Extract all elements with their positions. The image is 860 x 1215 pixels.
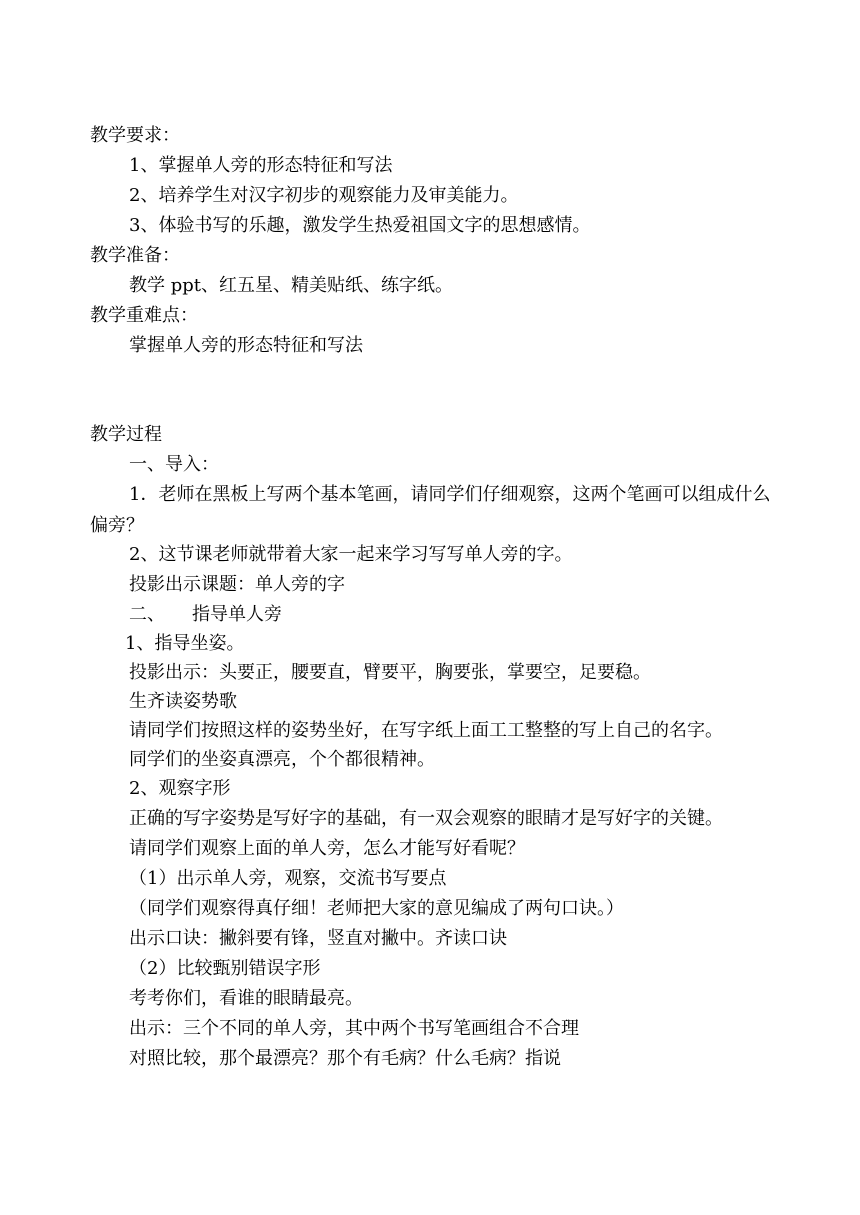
process-line: 投影出示：头要正，腰要直，臂要平，胸要张，掌要空，足要稳。 [129,662,651,683]
process-line: 对照比较，那个最漂亮？那个有毛病？什么毛病？指说 [129,1048,561,1069]
process-line: 出示口诀：撇斜要有锋，竖直对撇中。齐读口诀 [129,928,507,949]
process-line: （同学们观察得真仔细！老师把大家的意见编成了两句口诀。） [129,898,624,919]
preparation-heading: 教学准备： [90,245,180,266]
process-line: 正确的写字姿势是写好字的基础，有一双会观察的眼睛才是写好字的关键。 [129,808,723,829]
process-line: 请同学们观察上面的单人旁，怎么才能写好看呢？ [129,838,525,859]
part1-paragraph-2: 2、这节课老师就带着大家一起来学习写写单人旁的字。 [129,544,573,565]
part1-paragraph-3: 投影出示课题：单人旁的字 [129,574,345,595]
part1-title: 一、导入： [129,454,219,475]
process-line: （2）比较甄别错误字形 [129,958,321,979]
process-line: 请同学们按照这样的姿势坐好，在写字纸上面工工整整的写上自己的名字。 [129,720,723,741]
key-points-heading: 教学重难点： [90,305,198,326]
process-line: 出示：三个不同的单人旁，其中两个书写笔画组合不合理 [129,1018,579,1039]
process-line: 生齐读姿势歌 [129,691,237,712]
process-heading: 教学过程 [90,424,162,445]
requirement-item: 3、体验书写的乐趣，激发学生热爱祖国文字的思想感情。 [129,215,591,236]
process-line: （1）出示单人旁，观察，交流书写要点 [129,868,447,889]
part2-title: 指导单人旁 [192,604,282,625]
part2-number: 二、 [129,604,165,625]
requirement-item: 2、培养学生对汉字初步的观察能力及审美能力。 [129,185,519,206]
requirement-item: 1、掌握单人旁的形态特征和写法 [129,155,393,176]
part1-paragraph-1: 1．老师在黑板上写两个基本笔画，请同学们仔细观察，这两个笔画可以组成什么偏旁？ [90,484,771,536]
preparation-text: 教学 ppt、红五星、精美贴纸、练字纸。 [129,275,453,296]
process-line: 同学们的坐姿真漂亮，个个都很精神。 [129,749,435,770]
process-line: 1、指导坐姿。 [125,633,245,654]
key-points-text: 掌握单人旁的形态特征和写法 [129,335,363,356]
process-line: 2、观察字形 [129,778,231,799]
requirements-heading: 教学要求： [90,125,180,146]
process-line: 考考你们，看谁的眼睛最亮。 [129,988,363,1009]
